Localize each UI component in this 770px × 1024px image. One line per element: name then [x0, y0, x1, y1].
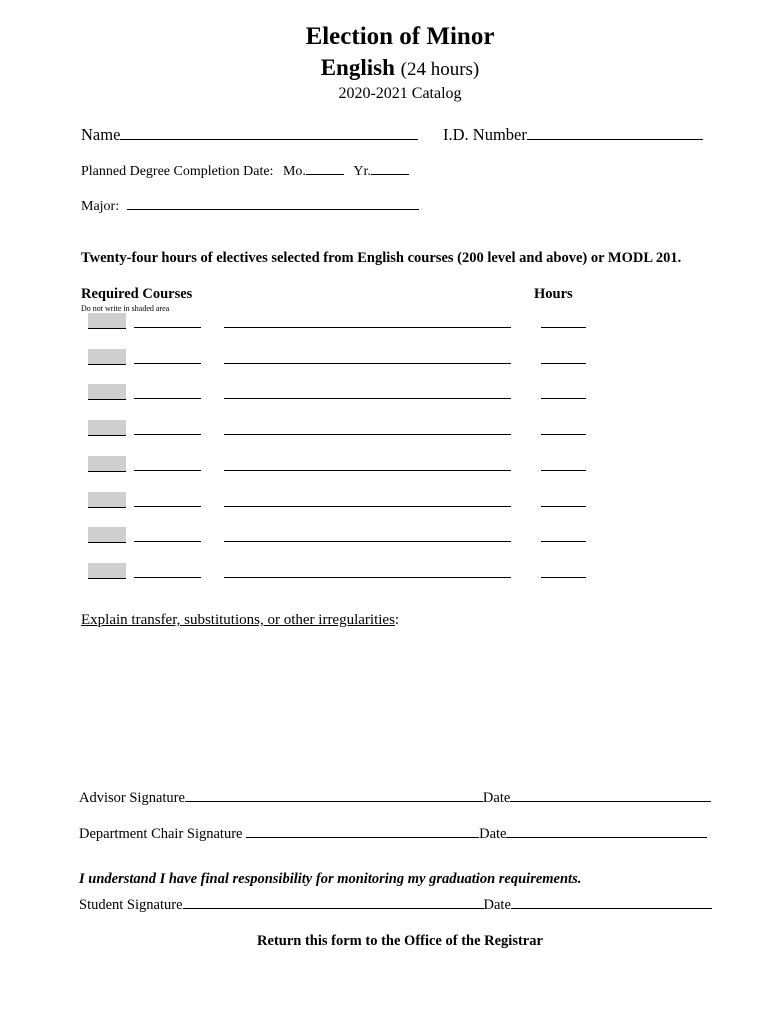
responsibility-statement: I understand I have final responsibility for monitoring my graduation requirements. — [79, 871, 582, 887]
course-number-line[interactable] — [134, 434, 201, 435]
shaded-course-box — [88, 456, 126, 472]
electives-instructions: Twenty-four hours of electives selected from English courses (200 level and above) or MODL 201. — [81, 250, 682, 266]
name-label: Name — [81, 125, 121, 144]
irregularities-label: Explain transfer, substitutions, or other irregularities — [81, 612, 395, 628]
course-hours-line[interactable] — [541, 506, 586, 507]
name-line[interactable] — [120, 138, 418, 140]
catalog-year: 2020-2021 Catalog — [338, 85, 462, 102]
shaded-course-box — [88, 492, 126, 508]
course-title-line[interactable] — [224, 434, 511, 435]
id-number-label: I.D. Number — [443, 125, 527, 144]
minor-subject — [0, 55, 770, 81]
course-number-line[interactable] — [134, 577, 201, 578]
irregularities-colon: : — [394, 612, 400, 628]
course-hours-line[interactable] — [541, 577, 586, 578]
advisor-signature-line[interactable] — [185, 800, 483, 802]
course-number-line[interactable] — [134, 363, 201, 364]
course-row — [0, 456, 770, 476]
chair-date-label: Date — [479, 826, 507, 842]
course-title-line[interactable] — [224, 577, 511, 578]
course-row — [0, 563, 770, 583]
hours-note: (24 hours) — [400, 59, 480, 80]
major-line[interactable] — [127, 208, 419, 210]
advisor-signature-field — [79, 790, 711, 807]
course-title-line[interactable] — [224, 541, 511, 542]
course-row — [0, 384, 770, 404]
advisor-date-label: Date — [482, 790, 511, 806]
shaded-area-note: Do not write in shaded area — [81, 304, 170, 313]
name-field[interactable] — [81, 125, 418, 145]
chair-signature-line[interactable] — [246, 836, 479, 838]
course-number-line[interactable] — [134, 398, 201, 399]
year-line[interactable] — [371, 173, 409, 175]
chair-signature-field — [79, 826, 707, 843]
id-number-line[interactable] — [527, 138, 703, 140]
course-hours-line[interactable] — [541, 470, 586, 471]
major-label: Major: — [81, 199, 120, 214]
completion-date-label: Planned Degree Completion Date: — [81, 164, 274, 179]
required-courses-heading: Required Courses — [81, 286, 193, 302]
course-title-line[interactable] — [224, 506, 511, 507]
student-date-line[interactable] — [511, 907, 712, 909]
month-line[interactable] — [306, 173, 344, 175]
course-hours-line[interactable] — [541, 363, 586, 364]
shaded-course-box — [88, 384, 126, 400]
course-row — [0, 492, 770, 512]
irregularities-section — [81, 612, 399, 629]
course-hours-line[interactable] — [541, 398, 586, 399]
course-title-line[interactable] — [224, 327, 511, 328]
advisor-signature-label: Advisor Signature — [79, 790, 185, 806]
chair-signature-label: Department Chair Signature — [79, 826, 243, 842]
shaded-course-box — [88, 563, 126, 579]
major-field — [81, 199, 419, 215]
student-date-label: Date — [483, 897, 511, 913]
course-number-line[interactable] — [134, 506, 201, 507]
course-title-line[interactable] — [224, 363, 511, 364]
subject-name: English — [320, 55, 395, 80]
course-number-line[interactable] — [134, 541, 201, 542]
course-title-line[interactable] — [224, 470, 511, 471]
course-row — [0, 420, 770, 440]
shaded-course-box — [88, 349, 126, 365]
advisor-date-line[interactable] — [510, 800, 711, 802]
id-number-field[interactable] — [443, 125, 703, 145]
year-label: Yr. — [353, 164, 371, 179]
shaded-course-box — [88, 527, 126, 543]
month-label: Mo. — [282, 164, 306, 179]
course-row — [0, 313, 770, 333]
course-title-line[interactable] — [224, 398, 511, 399]
course-number-line[interactable] — [134, 470, 201, 471]
form-title: Election of Minor — [305, 23, 495, 50]
course-number-line[interactable] — [134, 327, 201, 328]
student-signature-field — [79, 897, 712, 914]
return-instructions: Return this form to the Office of the Registrar — [257, 933, 543, 949]
course-row — [0, 527, 770, 547]
course-hours-line[interactable] — [541, 327, 586, 328]
course-hours-line[interactable] — [541, 434, 586, 435]
chair-date-line[interactable] — [506, 836, 707, 838]
shaded-course-box — [88, 313, 126, 329]
completion-date-field — [81, 164, 409, 180]
student-signature-label: Student Signature — [79, 897, 183, 913]
student-signature-line[interactable] — [183, 907, 484, 909]
course-row — [0, 349, 770, 369]
shaded-course-box — [88, 420, 126, 436]
course-hours-line[interactable] — [541, 541, 586, 542]
hours-heading: Hours — [534, 286, 573, 302]
